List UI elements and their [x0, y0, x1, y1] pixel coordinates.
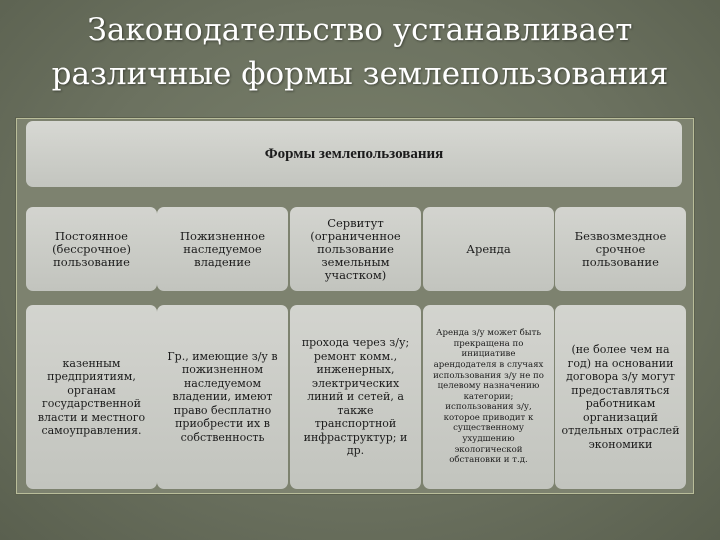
node-free-term-use: Безвозмездное срочное пользование [555, 207, 686, 291]
slide-title-line-2: различные формы землепользования [51, 56, 669, 92]
detail-permanent-use: казенным предприятиям, органам государственной власти и местного самоуправления. [26, 305, 157, 489]
node-servitude: Сервитут (ограниченное пользование земельным участком) [290, 207, 421, 291]
node-life-inheritable-possession: Пожизненное наследуемое владение [157, 207, 288, 291]
land-use-forms-diagram [16, 118, 694, 494]
detail-lease: Аренда з/у может быть прекращена по инициативе арендодателя в случаях использования з/у не по целевому назначению категории; использования з/у, которое приводит к существенному ухудшению экологической обстановки и т.д. [423, 305, 554, 489]
detail-life-inheritable-possession: Гр., имеющие з/у в пожизненном наследуемом владении, имеют право бесплатно приобрести их в собственность [157, 305, 288, 489]
root-node: Формы землепользования [26, 121, 682, 187]
node-permanent-use: Постоянное (бессрочное) пользование [26, 207, 157, 291]
slide-title-line-1: Законодательство устанавливает [87, 12, 633, 48]
detail-servitude: прохода через з/у; ремонт комм., инженерных, электрических линий и сетей, а также транспортной инфраструктур; и др. [290, 305, 421, 489]
slide-title [20, 8, 700, 96]
node-lease: Аренда [423, 207, 554, 291]
detail-free-term-use: (не более чем на год) на основании договора з/у могут предоставляться работникам организаций отдельных отраслей экономики [555, 305, 686, 489]
